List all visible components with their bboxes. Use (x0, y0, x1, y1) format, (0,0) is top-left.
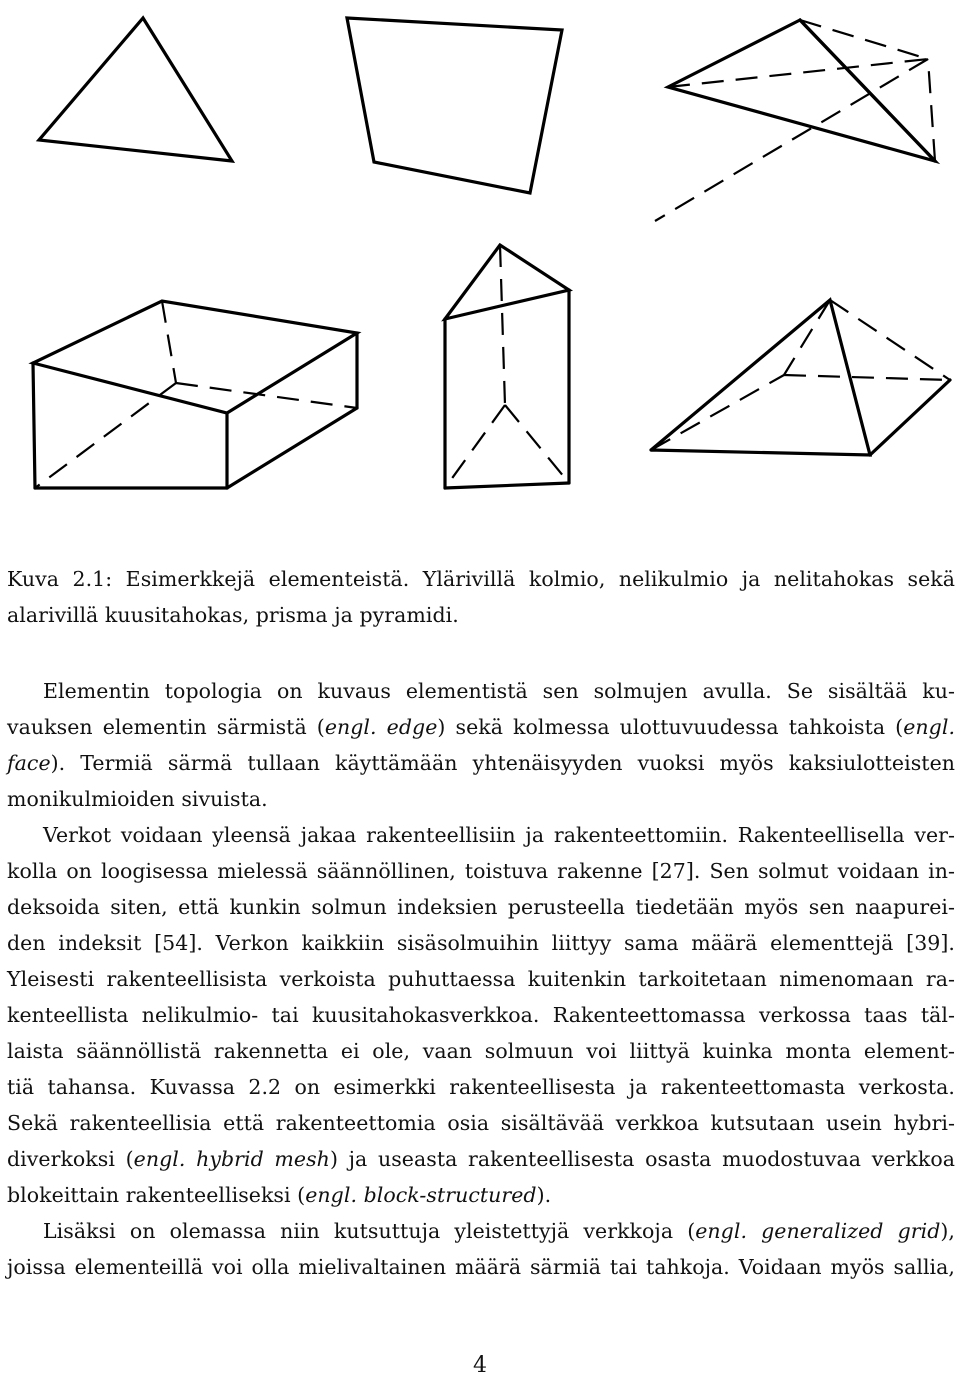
quadrilateral-shape (347, 18, 562, 193)
tetrahedron-shape (655, 20, 935, 221)
text-line: vauksen elementin särmistä (engl. edge) sekä kolmessa ulottuvuudessa tahkoista (engl. (7, 715, 956, 739)
text-line: Yleisesti rakenteellisista verkoista puhuttaessa kuitenkin tarkoitetaan nimenomaan ra- (7, 967, 955, 991)
text-line: kenteellista nelikulmio- tai kuusitahokasverkkoa. Rakenteettomassa verkossa taas täl- (7, 1003, 955, 1027)
text-line: laista säännöllistä rakennetta ei ole, vaan solmuun voi liittyä kuinka monta element- (7, 1039, 955, 1063)
prism-shape (445, 245, 569, 488)
text-line: kolla on loogisessa mielessä säännöllinen, toistuva rakenne [27]. Sen solmut voidaan in- (7, 859, 955, 883)
text-line: diverkoksi (engl. hybrid mesh) ja useasta rakenteellisesta osasta muodostuvaa verkkoa (7, 1147, 955, 1171)
caption-line: Kuva 2.1: Esimerkkejä elementeistä. Ylärivillä kolmio, nelikulmio ja nelitahokas sekä (7, 567, 955, 591)
text-line: monikulmioiden sivuista. (7, 787, 268, 811)
hexahedron-shape (33, 301, 357, 488)
page-number: 4 (473, 1353, 487, 1378)
text-line: Sekä rakenteellisia että rakenteettomia osia sisältävää verkkoa kutsutaan usein hybri- (7, 1111, 955, 1135)
text-line: Elementin topologia on kuvaus elementistä sen solmujen avulla. Se sisältää ku- (43, 679, 955, 703)
emphasis: engl. hybrid mesh (133, 1147, 330, 1171)
emphasis: engl. edge (324, 715, 438, 739)
text-line: deksoida siten, että kunkin solmun indeksien perusteella tiedetään myös sen naapurei- (7, 895, 955, 919)
emphasis: engl. (903, 715, 956, 739)
text-line: den indeksit [54]. Verkon kaikkiin sisäsolmuihin liittyy sama määrä elementtejä [39]. (7, 931, 955, 955)
paragraph (7, 673, 955, 817)
text-line: blokeittain rakenteelliseksi (engl. block-structured). (7, 1183, 552, 1207)
emphasis: engl. block-structured (305, 1183, 537, 1207)
paragraph (7, 1213, 955, 1285)
paragraph (7, 817, 955, 1213)
figure-elements (0, 0, 960, 500)
text-line: Verkot voidaan yleensä jakaa rakenteellisiin ja rakenteettomiin. Rakenteellisella ver- (43, 823, 955, 847)
text-line: Lisäksi on olemassa niin kutsuttuja yleistettyjä verkkoja (engl. generalized grid), (43, 1219, 955, 1243)
text-line: tiä tahansa. Kuvassa 2.2 on esimerkki rakenteellisesta ja rakenteettomasta verkosta. (7, 1075, 955, 1099)
figure-caption (7, 561, 955, 633)
body-text (7, 673, 955, 1285)
emphasis: engl. generalized grid (695, 1219, 941, 1243)
caption-line: alarivillä kuusitahokas, prisma ja pyramidi. (7, 603, 459, 627)
pyramid-shape (651, 300, 950, 455)
text-line: joissa elementeillä voi olla mielivaltainen määrä särmiä tai tahkoja. Voidaan myös sallia, (7, 1255, 955, 1279)
text-line: face). Termiä särmä tullaan käyttämään yhtenäisyyden vuoksi myös kaksiulotteisten (7, 751, 955, 775)
emphasis: face (7, 751, 51, 775)
element-shapes-drawing (0, 0, 960, 500)
triangle-shape (39, 18, 232, 161)
